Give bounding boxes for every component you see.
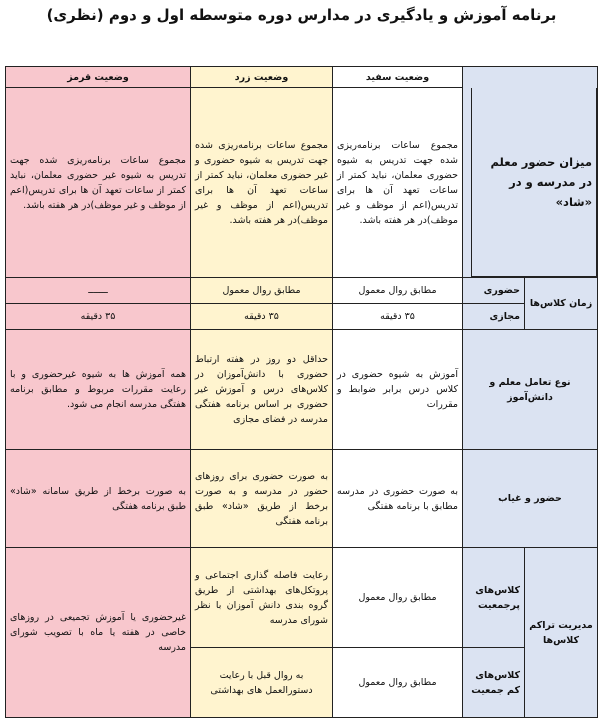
header-white: وضعیت سفید xyxy=(333,67,463,88)
attendance-yellow: مجموع ساعات برنامه‌ریزی شده جهت تدریس به شیوه حضوری و غیر حضوری معلمان، نباید کمتر از ساعات تعهد آن ها برای تدریس(اعم از موظف و غیر موظف)در هر هفته باشد. xyxy=(191,88,333,278)
inperson-label: حضوری xyxy=(463,278,525,304)
inperson-yellow: مطابق روال معمول xyxy=(191,278,333,304)
attendance-red: مجموع ساعات برنامه‌ریزی شده جهت تدریس به شیوه غیر حضوری معلمان، نباید کمتر از ساعات تعهد آن ها برای تدریس(اعم از موظف و غیر موظف)در هر هفته باشد. xyxy=(6,88,191,278)
table-header-row xyxy=(6,67,598,88)
table-row xyxy=(6,330,598,450)
inperson-white: مطابق روال معمول xyxy=(333,278,463,304)
interaction-red: همه آموزش ها به شیوه غیرحضوری و با رعایت مقررات مربوط و مطابق برنامه هفتگی مدرسه انجام می شود. xyxy=(6,330,191,450)
small-yellow: به روال قبل با رعایت دستورالعمل های بهداشتی xyxy=(191,648,333,718)
density-label: مدیریت تراکم کلاس‌ها xyxy=(525,548,598,718)
populated-yellow: رعایت فاصله گذاری اجتماعی و پروتکل‌های بهداشتی از طریق گروه بندی دانش آموزان با نظر شورای مدرسه xyxy=(191,548,333,648)
interaction-yellow: حداقل دو روز در هفته ارتباط حضوری با دانش‌آموزان در کلاس‌های درس و آموزش غیر حضوری بر اساس برنامه هفتگی مدرسه در فضای مجازی xyxy=(191,330,333,450)
inperson-red: ـــــــ xyxy=(6,278,191,304)
virtual-yellow: ۳۵ دقیقه xyxy=(191,304,333,330)
small-white: مطابق روال معمول xyxy=(333,648,463,718)
presence-white: به صورت حضوری در مدرسه مطابق با برنامه هفتگی xyxy=(333,450,463,548)
density-red: غیرحضوری یا آموزش تجمیعی در روزهای خاصی در هفته یا ماه با تصویب شورای مدرسه xyxy=(6,548,191,718)
attendance-label: میزان حضور معلم در مدرسه و در «شاد» xyxy=(471,88,597,277)
virtual-label: مجازی xyxy=(463,304,525,330)
populated-white: مطابق روال معمول xyxy=(333,548,463,648)
page-title: برنامه آموزش و یادگیری در مدارس دوره متوسطه اول و دوم (نظری) xyxy=(46,6,557,24)
header-red: وضعیت قرمز xyxy=(6,67,191,88)
presence-red: به صورت برخط از طریق سامانه «شاد» طبق برنامه هفتگی xyxy=(6,450,191,548)
presence-label: حضور و غیاب xyxy=(463,450,598,548)
table-row xyxy=(6,278,598,304)
interaction-white: آموزش به شیوه حضوری در کلاس درس برابر ضوابط و مقررات xyxy=(333,330,463,450)
virtual-red: ۳۵ دقیقه xyxy=(6,304,191,330)
table-row xyxy=(6,450,598,548)
small-label: کلاس‌های کم جمعیت xyxy=(463,648,525,718)
presence-yellow: به صورت حضوری برای روزهای حضور در مدرسه و به صورت برخط از طریق «شاد» طبق برنامه هفتگی xyxy=(191,450,333,548)
populated-label: کلاس‌های پرجمعیت xyxy=(463,548,525,648)
table-row xyxy=(6,548,598,648)
class-time-label: زمان کلاس‌ها xyxy=(525,278,598,330)
table-row xyxy=(6,304,598,330)
attendance-white: مجموع ساعات برنامه‌ریزی شده جهت تدریس به شیوه حضوری معلمان، نباید کمتر از ساعات تعهد آن ها برای تدریس(اعم از موظف و غیر موظف)در هر هفته باشد. xyxy=(333,88,463,278)
header-yellow: وضعیت زرد xyxy=(191,67,333,88)
interaction-label: نوع تعامل معلم و دانش‌آموز xyxy=(463,330,598,450)
virtual-white: ۳۵ دقیقه xyxy=(333,304,463,330)
